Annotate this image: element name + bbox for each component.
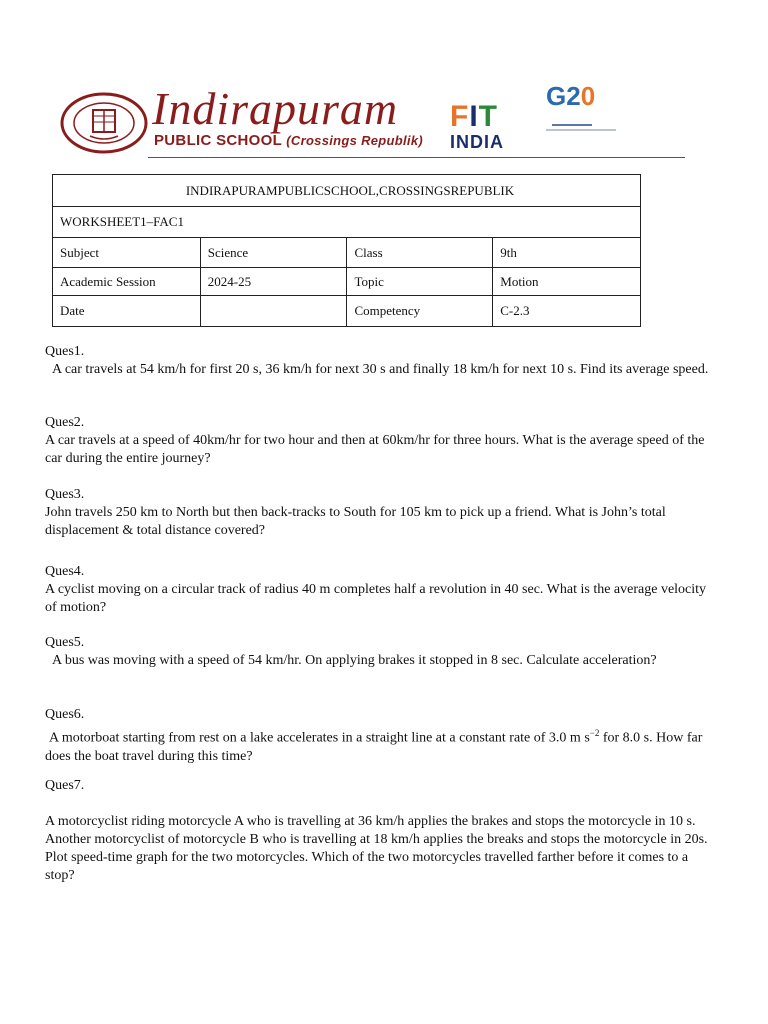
question-label: Ques3.: [45, 487, 85, 502]
table-cell: Science: [200, 238, 347, 268]
table-cell: 9th: [493, 238, 641, 268]
question-label: Ques7.: [45, 778, 85, 793]
date-cell: [200, 296, 347, 327]
question-text: A bus was moving with a speed of 54 km/hr. On applying brakes it stopped in 8 sec. Calculate acceleration?: [52, 653, 657, 668]
table-cell: Date: [53, 296, 201, 327]
table-cell: Competency: [347, 296, 493, 327]
table-cell: Academic Session: [53, 268, 201, 296]
question-text-part: for 8.0 s. How far does the boat travel during this time?: [45, 730, 703, 764]
table-row: [53, 207, 641, 238]
question-3: [45, 486, 710, 540]
question-4: [45, 563, 710, 617]
school-subtitle-location: (Crossings Republik): [286, 133, 424, 148]
table-cell: Motion: [493, 268, 641, 296]
unit-superscript: −2: [589, 728, 600, 738]
fit-logo-bottom: INDIA: [450, 132, 504, 152]
question-6: [45, 706, 710, 766]
school-seal-icon: [60, 92, 148, 154]
table-cell: C-2.3: [493, 296, 641, 327]
table-cell: 2024-25: [200, 268, 347, 296]
header-divider: [148, 157, 685, 158]
question-text: A cyclist moving on a circular track of radius 40 m completes half a revolution in 40 sec. What is the average velocity of motion?: [45, 582, 707, 615]
school-header: [58, 80, 688, 160]
g20-logo: [546, 82, 626, 152]
question-label: Ques2.: [45, 415, 85, 430]
question-label: Ques4.: [45, 564, 85, 579]
g20-logo-mark: G20: [546, 81, 596, 111]
question-2: [45, 414, 710, 468]
question-text: A car travels at a speed of 40km/hr for two hour and then at 60km/hr for three hours. What is the average speed of the car during the entire journey?: [45, 433, 705, 466]
table-row: [53, 175, 641, 207]
question-label: Ques6.: [45, 707, 85, 722]
g20-motto-icon: [546, 122, 626, 135]
question-text: John travels 250 km to North but then back-tracks to South for 105 km to pick up a friend. What is John’s total displacement & total distance covered?: [45, 505, 666, 538]
question-5: [45, 634, 710, 670]
school-name-script: Indirapuram: [152, 83, 399, 134]
fit-logo-top: FIT: [450, 100, 498, 133]
table-title: INDIRAPURAMPUBLICSCHOOL,CROSSINGSREPUBLIK: [53, 175, 641, 207]
question-7: [45, 777, 710, 795]
school-subtitle-text: PUBLIC SCHOOL: [154, 132, 282, 149]
question-label: Ques5.: [45, 635, 85, 650]
school-subtitle: [154, 132, 423, 149]
question-text-part: A motorboat starting from rest on a lake accelerates in a straight line at a constant rate of 3.0 m s: [49, 730, 590, 746]
table-cell: Subject: [53, 238, 201, 268]
table-cell: Topic: [347, 268, 493, 296]
fit-india-logo: [450, 102, 530, 154]
worksheet-name: WORKSHEET1–FAC1: [53, 207, 641, 238]
question-7-text: A motorcyclist riding motorcycle A who is travelling at 36 km/h applies the brakes and stops the motorcycle in 10 s. Another motorcyclist of motorcycle B who is travelling at 18 km/h applies the breaks and stops the motorcycle in 20s. Plot speed-time graph for the two motorcycles. Which of the two motorcycles travelled farther before it comes to a stop?: [45, 814, 708, 883]
table-cell: Class: [347, 238, 493, 268]
question-label: Ques1.: [45, 344, 85, 359]
table-row: [53, 296, 641, 327]
table-row: [53, 268, 641, 296]
question-text: [45, 724, 710, 766]
worksheet-info-table: [52, 174, 641, 327]
question-text: A car travels at 54 km/h for first 20 s, 36 km/h for next 30 s and finally 18 km/h for next 10 s. Find its average speed.: [52, 362, 709, 377]
table-row: [53, 238, 641, 268]
question-1: [45, 343, 710, 379]
